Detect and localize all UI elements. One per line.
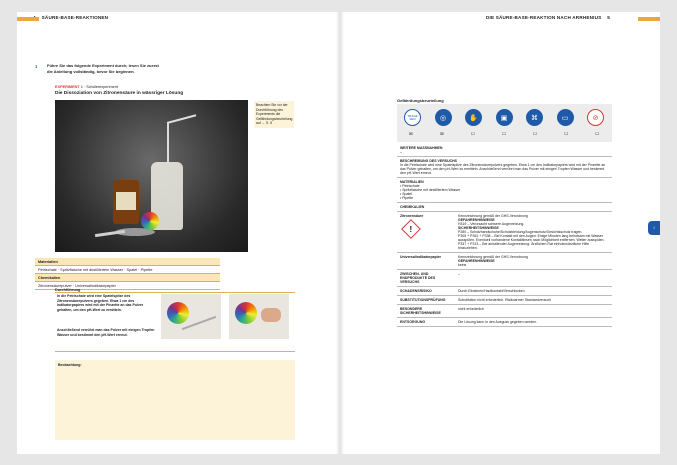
chem2-line1: Kennzeichnung gemäß der GHS-Verordnung bbox=[458, 255, 528, 259]
further-value: – bbox=[400, 150, 402, 154]
row-label: BESONDERE SICHERHEITSHINWEISE bbox=[400, 307, 441, 315]
chapter-side-tab[interactable]: I bbox=[648, 221, 660, 235]
chem1-info bbox=[455, 212, 612, 252]
right-page-number: 5 bbox=[607, 15, 611, 20]
row-label: ENTSORGUNG bbox=[400, 320, 426, 324]
gloves-icon: ✋ bbox=[465, 109, 482, 126]
chem2-line2: GEFAHRENHINWEISE bbox=[458, 259, 495, 263]
checkbox-3[interactable]: ☐ bbox=[471, 131, 475, 136]
indicator-wheel bbox=[141, 212, 159, 230]
checkbox-2[interactable]: ☒ bbox=[440, 131, 444, 136]
experiment-title: Die Dissoziation von Zitronensäure in wässriger Lösung bbox=[55, 91, 184, 96]
table-row bbox=[397, 270, 612, 287]
chem1-line4: SICHERHEITSHINWEISE bbox=[458, 226, 499, 230]
right-accent-bar bbox=[638, 17, 660, 21]
materials-block bbox=[397, 178, 612, 203]
description-label: BESCHREIBUNG DES VERSUCHS bbox=[400, 159, 457, 163]
chem1-line7: P337 + P313 – Bei anhaltender Augenreizung: Ärztlichen Rat einholen/ärztliche Hilfe hinzuziehen. bbox=[458, 242, 590, 250]
materials-text: Petrischale · Spritzflasche mit destilliertem Wasser · Spatel · Pipette bbox=[35, 266, 220, 274]
left-accent-bar bbox=[17, 17, 39, 21]
chemicals-text: Zitronensäurepulver · Universalindikatorpapier bbox=[35, 282, 220, 290]
further-label: WEITERE MASSNAHMEN bbox=[400, 146, 443, 150]
book-gutter bbox=[336, 12, 344, 454]
chemical-row-2 bbox=[397, 253, 612, 270]
fume-hood-icon: ⌘ bbox=[526, 109, 543, 126]
procedure-heading: Durchführung bbox=[55, 288, 81, 292]
hand bbox=[261, 308, 281, 322]
risk-heading: Gefährdungsbeurteilung bbox=[397, 98, 444, 103]
row-value: Substitution nicht erforderlich. Risikoarmer Standardversuch bbox=[458, 298, 552, 302]
materials-label: MATERIALIEN bbox=[400, 180, 424, 184]
no-food-icon: ⊘ bbox=[587, 109, 604, 126]
chem2-line3: keine bbox=[458, 263, 467, 267]
row-value: Die Lösung kann in den Ausguss gegeben werden. bbox=[458, 320, 538, 324]
experiment-label: EXPERIMENT 1 bbox=[55, 85, 83, 89]
task-number: 1 bbox=[35, 64, 38, 69]
materials-item-1: • Petrischale bbox=[400, 184, 420, 188]
row-value: nicht erforderlich bbox=[458, 307, 484, 311]
chem1-line5: P280 – Schutzhandschuhe/Schutzkleidung/Augenschutz/Gesichtsschutz tragen. bbox=[458, 230, 583, 234]
indicator-scale-1 bbox=[167, 302, 189, 324]
row-value: – bbox=[458, 272, 460, 276]
row-label: ZWISCHEN- UND ENDPRODUKTE DES VERSUCHS bbox=[400, 272, 436, 284]
wash-bottle-tube bbox=[167, 122, 169, 164]
right-chapter-title: DIE SÄURE-BASE-REAKTION NACH ARRHENIUS bbox=[486, 15, 602, 20]
observation-box[interactable] bbox=[55, 360, 295, 440]
row-label: SCHADENSRISIKO bbox=[400, 289, 432, 293]
chem1-cell bbox=[397, 212, 455, 252]
chem2-info bbox=[455, 253, 612, 269]
experiment-label-line bbox=[55, 85, 118, 90]
further-measures bbox=[397, 144, 612, 157]
chem2-name: Universalindikatorpapier bbox=[400, 255, 442, 259]
lab-coat-icon: ▣ bbox=[496, 109, 513, 126]
materials-item-2: • Spritzflasche mit destilliertem Wasser bbox=[400, 188, 461, 192]
experiment-photo bbox=[55, 100, 248, 252]
procedure-photo-1 bbox=[161, 294, 221, 339]
task-text-2: die Anleitung vollständig, bevor Sie beginnen. bbox=[47, 69, 135, 74]
description-block bbox=[397, 157, 612, 178]
materials-item-4: • Pipette bbox=[400, 196, 414, 200]
wash-bottle-nozzle bbox=[167, 114, 196, 124]
risk-icon-row bbox=[404, 109, 604, 126]
goggles-icon: ◎ bbox=[435, 109, 452, 126]
bottle-label bbox=[116, 192, 136, 210]
procedure-photo-2 bbox=[229, 294, 289, 339]
left-running-head bbox=[33, 15, 108, 20]
checkbox-7[interactable]: ☐ bbox=[595, 131, 599, 136]
observation-heading: Beobachtung: bbox=[58, 363, 82, 367]
table-row bbox=[397, 296, 612, 305]
checkbox-5[interactable]: ☐ bbox=[533, 131, 537, 136]
right-running-head bbox=[486, 15, 610, 20]
chem1-line2: GEFAHRENHINWEISE bbox=[458, 218, 495, 222]
row-value: Durch Einatmen/Hautkontakt/Verschlucken bbox=[458, 289, 525, 293]
chem1-line3: H319 – Verursacht schwere Augenreizung. bbox=[458, 222, 525, 226]
chemicals-label: CHEMIKALIEN bbox=[397, 203, 612, 212]
task-text-1: Führe Sie das folgende Experiment durch; lesen Sie zuerst bbox=[47, 63, 159, 68]
materials-section bbox=[35, 258, 220, 290]
table-row bbox=[397, 318, 612, 327]
row-label: SUBSTITUTIONSPRÜFUNG bbox=[400, 298, 446, 302]
spatula bbox=[95, 230, 125, 237]
procedure-p2: Anschließend verrührt man das Pulver mit einigen Tropfen Wasser und bestimmt den pH-Wert erneut. bbox=[57, 328, 155, 337]
indicator-scale-2 bbox=[235, 302, 257, 324]
checkbox-4[interactable]: ☐ bbox=[502, 131, 506, 136]
side-note: Beachten Sie vor der Durchführung des Experiments die Gefährdungsbeurteilung auf → S. 5 bbox=[254, 101, 294, 128]
chem1-name: Zitronensäure bbox=[400, 214, 424, 218]
ghs-exclamation-icon: ! bbox=[401, 219, 421, 239]
risk-checkbox-row bbox=[409, 131, 599, 136]
experiment-type: · Schülerexperiment bbox=[83, 85, 118, 89]
chemical-row-1 bbox=[397, 212, 612, 253]
table-row bbox=[397, 305, 612, 318]
materials-item-3: • Spatel bbox=[400, 192, 413, 196]
chem1-line1: Kennzeichnung gemäß der GHS-Verordnung bbox=[458, 214, 528, 218]
description-text: In die Petrischale wird eine Spatelspitze des Zitronensäurepulvers gegeben. Etwa 1 cm des Indikatorpapiers wird mit der Pinzette an das Pulver gehalten, um den pH-Wert zu ermitteln. Anschließend verrührt man das Pulver mit einigen Tropfen Wasser und bestimmt den pH-Wert erneut. bbox=[400, 163, 606, 175]
procedure-p1: In die Petrischale wird eine Spatelspitze des Zitronensäurepulvers gegeben. Etwa 1 cm des Indikatorpapiers wird mit der Pinzette an das Pulver gehalten, um den pH-Wert zu ermitteln. bbox=[57, 294, 144, 313]
chemicals-heading: Chemikalien bbox=[35, 274, 220, 282]
left-chapter-title: SÄURE-BASE-REAKTIONEN bbox=[41, 15, 109, 20]
risk-table bbox=[397, 144, 612, 327]
table-row bbox=[397, 287, 612, 296]
trage-seo-icon: TRAGE SEO bbox=[404, 109, 421, 126]
checkbox-1[interactable]: ☒ bbox=[409, 131, 413, 136]
materials-heading: Materialien bbox=[35, 258, 220, 266]
waste-icon: ▭ bbox=[557, 109, 574, 126]
checkbox-6[interactable]: ☐ bbox=[564, 131, 568, 136]
chem1-line6: P305 + P351 + P338 – Bei Kontakt mit den Augen: Einige Minuten lang behutsam mit Wasser ausspülen. Eventuell vorhandene Kontaktlinsen nach Möglichkeit entfernen. Weiter ausspülen. bbox=[458, 234, 605, 242]
